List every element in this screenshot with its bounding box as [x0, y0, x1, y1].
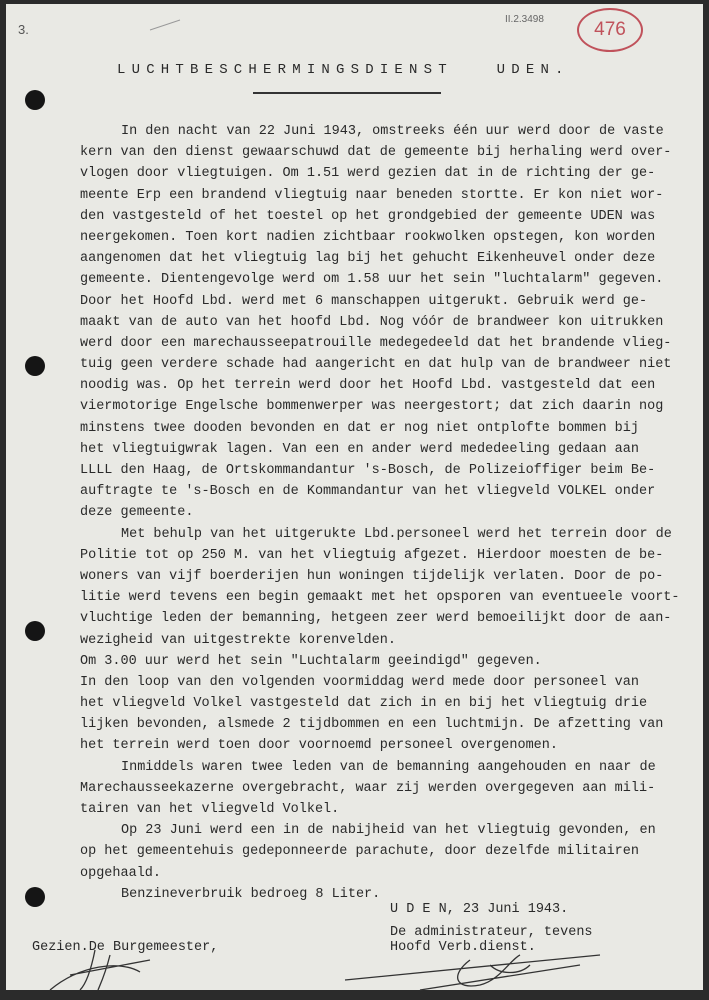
folio-number: 476 [577, 8, 643, 52]
body-line: deze gemeente. [80, 505, 194, 521]
mayor-signature [50, 950, 150, 990]
body-line: Benzineverbruik bedroeg 8 Liter. [121, 886, 381, 902]
body-line: lijken bevonden, alsmede 2 tijdbommen en een luchtmijn. De afzetting van [80, 717, 664, 733]
body-line: op het gemeentehuis gedeponneerde parachute, door dezelfde militairen [80, 844, 639, 860]
pencil-mark [150, 20, 180, 30]
body-line: Met behulp van het uitgerukte Lbd.personeel werd het terrein door de [121, 526, 672, 542]
body-line: het vliegtuigwrak lagen. Van een en ander werd mededeeling gedaan aan [80, 441, 639, 457]
signatory-line: Hoofd Verb.dienst. [390, 940, 536, 955]
body-line: Door het Hoofd Lbd. werd met 6 manschappen uitgerukt. Gebruik werd ge- [80, 293, 648, 309]
body-line: het vliegveld Volkel vastgesteld dat zich in en bij het vliegtuig drie [80, 696, 648, 712]
body-line: vlogen door vliegtuigen. Om 1.51 werd gezien dat in de richting der ge- [80, 166, 656, 182]
body-line: kern van den dienst gewaarschuwd dat de gemeente bij herhaling werd over- [80, 145, 672, 161]
mayor-approval: Gezien.De Burgemeester, [32, 940, 219, 955]
body-line: Op 23 Juni werd een in de nabijheid van het vliegtuig gevonden, en [121, 823, 656, 839]
document-title: LUCHTBESCHERMINGSDIENST UDEN. [117, 62, 570, 78]
body-line: den vastgesteld of het toestel op het grondgebied der gemeente UDEN was [80, 208, 656, 224]
body-line: maakt van de auto van het hoofd Lbd. Nog vóór de brandweer kon uitrukken [80, 314, 664, 330]
body-line: minstens twee dooden bevonden en dat er nog niet ontplofte bommen bij [80, 420, 639, 436]
body-line: neergekomen. Toen kort nadien zichtbaar rookwolken opstegen, kon worden [80, 229, 656, 245]
place-date: U D E N, 23 Juni 1943. [390, 902, 569, 917]
body-line: vluchtige leden der bemanning, hetgeen zeer werd bemoeilijkt door de aan- [80, 611, 672, 627]
body-line: auftragte te 's-Bosch en de Kommandantur van het vliegveld VOLKEL onder [80, 484, 656, 500]
archive-number-stamp: II.2.3498 [505, 14, 544, 25]
body-line: het terrein werd toen door voornoemd personeel overgenomen. [80, 738, 558, 754]
body-line: noodig was. Op het terrein werd door het Hoofd Lbd. vastgesteld dat een [80, 378, 656, 394]
body-line: woners van vijf boerderijen hun woningen tijdelijk verlaten. Door de po- [80, 568, 664, 584]
body-line: Om 3.00 uur werd het sein "Luchtalarm geeindigd" gegeven. [80, 653, 542, 669]
administrator-signature [345, 955, 600, 990]
body-line: Politie tot op 250 M. van het vliegtuig afgezet. Hierdoor moesten de be- [80, 547, 664, 563]
body-line: In den loop van den volgenden voormiddag werd mede door personeel van [80, 674, 639, 690]
body-line: litie werd tevens een begin gemaakt met het opsporen van eventueele voort- [80, 590, 680, 606]
body-line: gemeente. Dientengevolge werd om 1.58 uur het sein "luchtalarm" gegeven. [80, 272, 664, 288]
body-line: viermotorige Engelsche bommenwerper was neergestort; dat zich daarin nog [80, 399, 664, 415]
body-line: meente Erp een brandend vliegtuig naar beneden stortte. Er kon niet wor- [80, 187, 664, 203]
body-line: werd door een marechausseepatrouille medegedeeld dat het brandende vlieg- [80, 335, 672, 351]
body-line: aangenomen dat het vliegtuig lag bij het gehucht Eikenheuvel onder deze [80, 251, 656, 267]
body-line: LLLL den Haag, de Ortskommandantur 's-Bosch, de Polizeioffiger beim Be- [80, 463, 656, 478]
page-number: 3. [18, 22, 29, 37]
body-line: tairen van het vliegveld Volkel. [80, 802, 340, 817]
body-line: In den nacht van 22 Juni 1943, omstreeks één uur werd door de vaste [121, 124, 664, 139]
signatory-line: De administrateur, tevens [390, 925, 593, 940]
body-line: opgehaald. [80, 865, 162, 881]
body-line: tuig geen verdere schade had aangericht en dat hulp van de brandweer niet [80, 357, 672, 373]
body-line: Marechausseekazerne overgebracht, waar zij werden overgegeven aan mili- [80, 780, 656, 796]
body-line: Inmiddels waren twee leden van de bemanning aangehouden en naar de [121, 759, 656, 775]
body-line: wezigheid van uitgestrekte korenvelden. [80, 632, 396, 648]
